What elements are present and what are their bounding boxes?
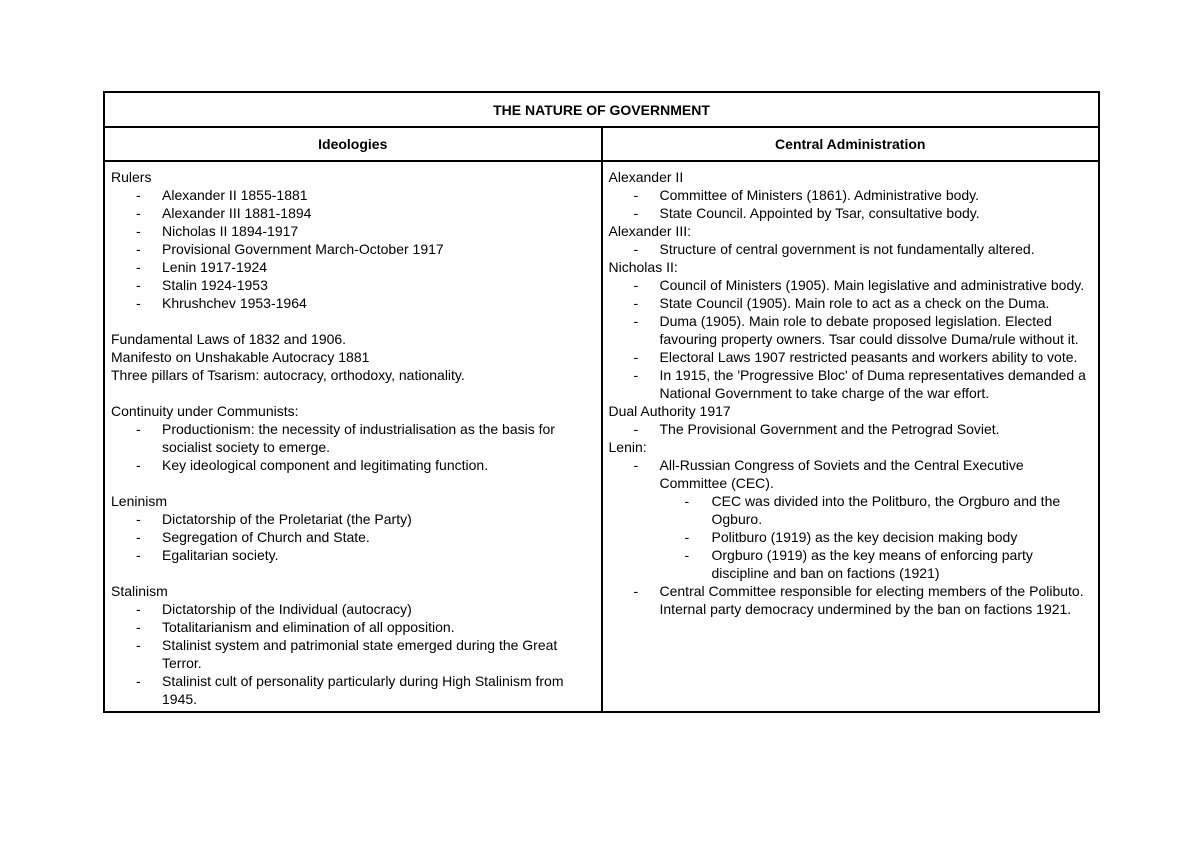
list-item: - Alexander II 1855-1881 [136,187,308,203]
list-item: - Dictatorship of the Proletariat (the Party) [136,511,412,527]
section-heading: Continuity under Communists: [111,403,299,419]
section-heading: Alexander II [608,169,684,185]
text-line: Manifesto on Unshakable Autocracy 1881 [111,349,370,365]
government-table [103,91,1100,713]
section-heading: Stalinism [111,583,168,599]
list-item: - Dictatorship of the Individual (autocracy) [136,601,412,617]
list-item: - State Council (1905). Main role to act as a check on the Duma. [633,295,1050,311]
dual-authority-list [609,420,1093,438]
lenin-list-continued [609,582,1093,618]
list-item: - Duma (1905). Main role to debate proposed legislation. Elected favouring property owners. Tsar could dissolve Duma/rule without it. [633,313,1079,347]
list-item: - Committee of Ministers (1861). Administrative body. [633,187,980,203]
list-item: - Stalinist system and patrimonial state emerged during the Great Terror. [136,637,558,671]
list-item: - CEC was divided into the Politburo, the Orgburo and the Ogburo. [684,493,1061,527]
list-item: - Provisional Government March-October 1917 [136,241,444,257]
lenin-sublist [609,492,1093,582]
section-heading: Dual Authority 1917 [608,403,731,419]
list-item: - Council of Ministers (1905). Main legislative and administrative body. [633,277,1085,293]
list-item: - Nicholas II 1894-1917 [136,223,299,239]
list-item: - The Provisional Government and the Petrograd Soviet. [633,421,1000,437]
list-item: - Stalinist cult of personality particularly during High Stalinism from 1945. [136,673,564,707]
section-heading: Alexander III: [608,223,691,239]
stalinism-list [111,600,595,708]
table-title: THE NATURE OF GOVERNMENT [104,92,1099,127]
ideologies-cell [104,161,602,712]
section-heading: Rulers [111,169,152,185]
nicholas-ii-list [609,276,1093,402]
alexander-iii-list [609,240,1093,258]
rulers-list [111,186,595,312]
list-item: - Productionism: the necessity of industrialisation as the basis for socialist society to emerge. [136,421,555,455]
list-item: - State Council. Appointed by Tsar, consultative body. [633,205,980,221]
continuity-list [111,420,595,474]
header-ideologies: Ideologies [104,127,602,161]
list-item: - Totalitarianism and elimination of all opposition. [136,619,455,635]
text-line: Fundamental Laws of 1832 and 1906. [111,331,347,347]
text-line: Three pillars of Tsarism: autocracy, orthodoxy, nationality. [111,367,465,383]
list-item: - Khrushchev 1953-1964 [136,295,307,311]
list-item: - All-Russian Congress of Soviets and the Central Executive Committee (CEC). [633,457,1024,491]
list-item: - Structure of central government is not fundamentally altered. [633,241,1035,257]
central-administration-cell [602,161,1100,712]
header-central-administration: Central Administration [602,127,1100,161]
list-item: - Central Committee responsible for electing members of the Polibuto. Internal party democracy undermined by the ban on factions 1921. [633,583,1084,617]
alexander-ii-list [609,186,1093,222]
list-item: - Politburo (1919) as the key decision making body [684,529,1018,545]
list-item: - Stalin 1924-1953 [136,277,268,293]
list-item: - Segregation of Church and State. [136,529,370,545]
list-item: - Orgburo (1919) as the key means of enforcing party discipline and ban on factions (1921) [684,547,1033,581]
list-item: - In 1915, the 'Progressive Bloc' of Duma representatives demanded a National Government to take charge of the war effort. [633,367,1086,401]
section-heading: Leninism [111,493,168,509]
section-heading: Lenin: [608,439,647,455]
list-item: - Alexander III 1881-1894 [136,205,312,221]
list-item: - Egalitarian society. [136,547,279,563]
leninism-list [111,510,595,564]
list-item: - Key ideological component and legitimating function. [136,457,489,473]
list-item: - Electoral Laws 1907 restricted peasants and workers ability to vote. [633,349,1078,365]
section-heading: Nicholas II: [608,259,678,275]
list-item: - Lenin 1917-1924 [136,259,268,275]
lenin-list [609,456,1093,492]
